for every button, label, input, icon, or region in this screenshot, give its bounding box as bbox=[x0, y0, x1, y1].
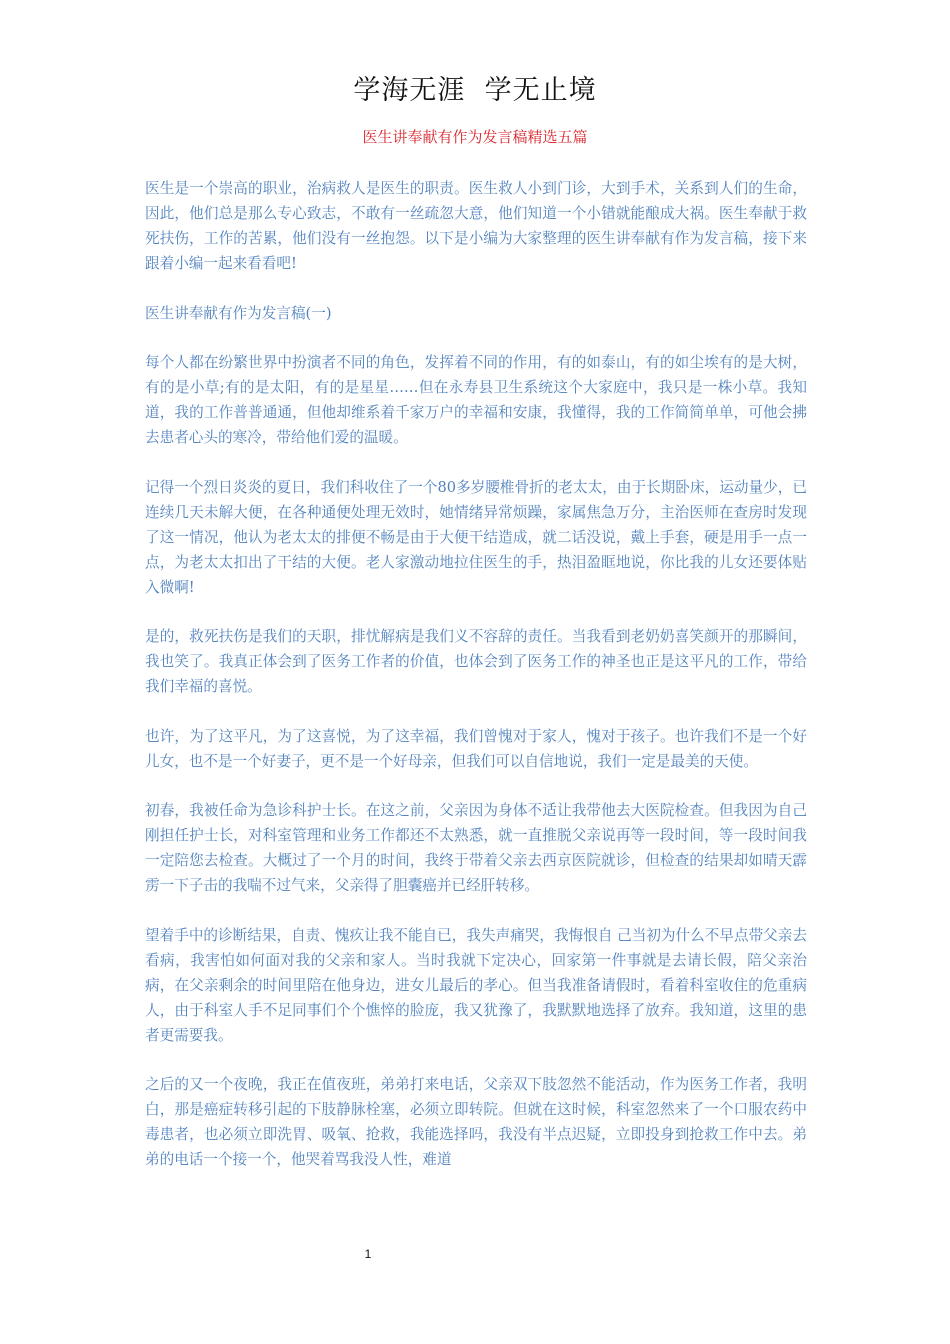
body-paragraph: 望着手中的诊断结果，自责、愧疚让我不能自已，我失声痛哭，我悔恨自 己当初为什么不早点带父亲去看病，我害怕如何面对我的父亲和家人。当时我就下定决心，回家第一件事就是去请长假，陪父亲治病，在父亲剩余的时间里陪在他身边，进女儿最后的孝心。但当我准备请假时，看着科室收住的危重病人，由于科室人手不足同事们个个憔悴的脸庞，我又犹豫了，我默默地选择了放弃。我知道，这里的患者更需要我。 bbox=[145, 926, 807, 1044]
body-paragraph: 每个人都在纷繁世界中扮演者不同的角色，发挥着不同的作用，有的如泰山，有的如尘埃有的是大树，有的是小草;有的是太阳，有的是星星……但在永寿县卫生系统这个大家庭中，我只是一株小草。我知道，我的工作普普通通，但他却维系着千家万户的幸福和安康，我懂得，我的工作简简单单，可他会拂去患者心头的寒冷，带给他们爱的温暖。 bbox=[145, 354, 807, 446]
document-title: 医生讲奉献有作为发言稿精选五篇 bbox=[362, 128, 588, 146]
page-number: 1 bbox=[364, 1247, 372, 1261]
intro-paragraph: 医生是一个崇高的职业，治病救人是医生的职责。医生救人小到门诊，大到手术，关系到人们的生命，因此，他们总是那么专心致志，不敢有一丝疏忽大意，他们知道一个小错就能酿成大祸。医生奉献于救死扶伤，工作的苦累，他们没有一丝抱怨。以下是小编为大家整理的医生讲奉献有作为发言稿，接下来跟着小编一起来看看吧! bbox=[145, 180, 807, 272]
section-heading: 医生讲奉献有作为发言稿(一) bbox=[145, 304, 332, 322]
body-paragraph: 是的，救死扶伤是我们的天职，排忧解病是我们义不容辞的责任。当我看到老奶奶喜笑颜开的那瞬间，我也笑了。我真正体会到了医务工作者的价值，也体会到了医务工作的神圣也正是这平凡的工作，带给我们幸福的喜悦。 bbox=[145, 628, 807, 695]
body-paragraph: 也许，为了这平凡，为了这喜悦，为了这幸福，我们曾愧对于家人，愧对于孩子。也许我们不是一个好儿女，也不是一个好妻子，更不是一个好母亲，但我们可以自信地说，我们一定是最美的天使。 bbox=[145, 727, 807, 770]
body-paragraph: 之后的又一个夜晚，我正在值夜班，弟弟打来电话，父亲双下肢忽然不能活动，作为医务工作者，我明白，那是癌症转移引起的下肢静脉栓塞，必须立即转院。但就在这时候，科室忽然来了一个口服农药中毒患者，也必须立即洗胃、吸氧、抢救，我能选择吗，我没有半点迟疑，立即投身到抢救工作中去。弟弟的电话一个接一个，他哭着骂我没人性，难道 bbox=[145, 1076, 807, 1168]
body-paragraph: 初春，我被任命为急诊科护士长。在这之前，父亲因为身体不适让我带他去大医院检查。但我因为自己刚担任护士长，对科室管理和业务工作都还不太熟悉，就一直推脱父亲说再等一段时间，等一段时间我一定陪您去检查。大概过了一个月的时间，我终于带着父亲去西京医院就诊，但检查的结果却如晴天霹雳一下子击的我喘不过气来，父亲得了胆囊癌并已经肝转移。 bbox=[145, 802, 807, 894]
page-header-motto: 学海无涯 学无止境 bbox=[353, 75, 597, 106]
document-body bbox=[145, 176, 807, 1197]
body-paragraph: 记得一个烈日炎炎的夏日，我们科收住了一个80多岁腰椎骨折的老太太，由于长期卧床，运动量少，已连续几天未解大便，在各种通便处理无效时，她情绪异常烦躁，家属焦急万分，主治医师在查房时发现了这一情况，他认为老太太的排便不畅是由于大便干结造成，就二话没说，戴上手套，硬是用手一点一点，为老太太扣出了干结的大便。老人家激动地拉住医生的手，热泪盈眶地说，你比我的儿女还要体贴入微啊! bbox=[145, 478, 807, 596]
